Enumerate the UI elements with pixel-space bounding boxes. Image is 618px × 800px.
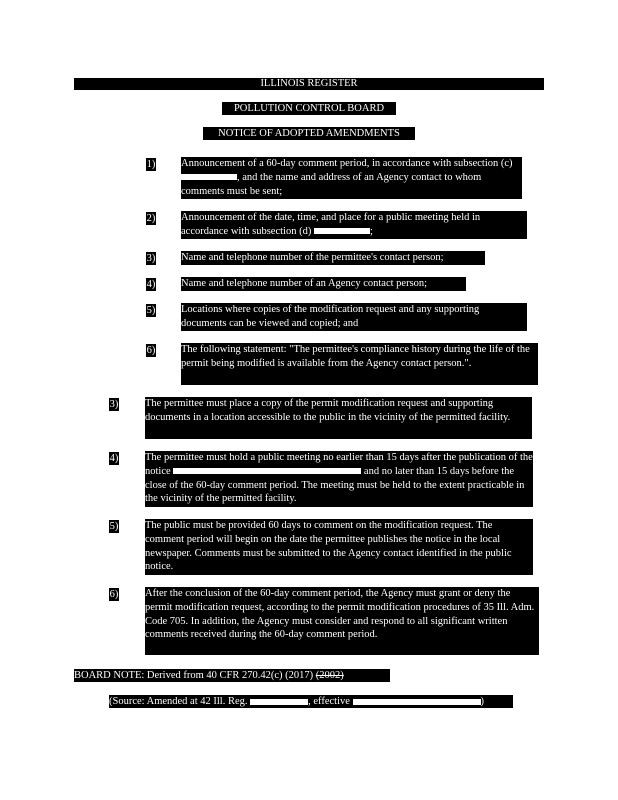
item-3-text: Name and telephone number of the permittee's contact person; xyxy=(181,251,485,265)
subsection-4-text: The permittee must hold a public meeting no earlier than 15 days after the publication of the notice and no later than 15 days before the close of the 60-day comment period. The meeting must be held to the extent practicable in the vicinity of the permitted facility. xyxy=(145,451,533,507)
source-text-c: ) xyxy=(480,696,485,707)
subsection-5-marker: 5) xyxy=(109,521,119,532)
notice-title: NOTICE OF ADOPTED AMENDMENTS xyxy=(203,127,415,140)
redaction-mark xyxy=(314,228,370,234)
redaction-mark xyxy=(353,699,481,705)
board-note-label: BOARD NOTE: xyxy=(74,670,145,681)
redaction-mark xyxy=(250,699,308,705)
item-2-marker: 2) xyxy=(146,213,156,224)
item-5-marker: 5) xyxy=(146,305,156,316)
subsection-6-marker: 6) xyxy=(109,589,119,600)
board-note-struck: (2002) xyxy=(315,670,344,681)
register-title: ILLINOIS REGISTER xyxy=(260,78,358,89)
source-text-a: (Source: Amended at 42 Ill. Reg. xyxy=(109,696,248,707)
item-4-text: Name and telephone number of an Agency contact person; xyxy=(181,277,466,291)
source-text-b: , effective xyxy=(308,696,350,707)
item-3-marker: 3) xyxy=(146,253,156,264)
item-2-text: Announcement of the date, time, and place for a public meeting held in accordance with subsection (d) ; xyxy=(181,211,527,239)
board-note-text: Derived from 40 CFR 270.42(c) (2017) xyxy=(144,670,314,681)
subsection-4-marker: 4) xyxy=(109,453,119,464)
board-title: POLLUTION CONTROL BOARD xyxy=(222,102,396,115)
redaction-mark xyxy=(173,468,361,474)
item-1-marker: 1) xyxy=(146,159,156,170)
register-header xyxy=(74,78,544,90)
item-1-text: Announcement of a 60-day comment period, in accordance with subsection (c) , and the name and address of an Agency contact to whom comments must be sent; xyxy=(181,157,522,199)
item-5-text: Locations where copies of the modification request and any supporting documents can be viewed and copied; and xyxy=(181,303,527,331)
subsection-5-text: The public must be provided 60 days to comment on the modification request. The comment period will begin on the date the permittee publishes the notice in the local newspaper. Comments must be submitted to the Agency contact identified in the public notice. xyxy=(145,519,533,575)
item-6-marker: 6) xyxy=(146,345,156,356)
subsection-3-text: The permittee must place a copy of the permit modification request and supporting documents in a location accessible to the public in the vicinity of the permitted facility. xyxy=(145,397,532,439)
subsection-3-marker: 3) xyxy=(109,399,119,410)
source-line xyxy=(109,695,513,708)
item-4-marker: 4) xyxy=(146,279,156,290)
board-note xyxy=(74,669,390,682)
subsection-6-text: After the conclusion of the 60-day comment period, the Agency must grant or deny the permit modification request, according to the permit modification procedures of 35 Ill. Adm. Code 705. In addition, the Agency must consider and respond to all significant written comments received during the 60-day comment period. xyxy=(145,587,539,655)
item-6-text: The following statement: "The permittee's compliance history during the life of the permit being modified is available from the Agency contact person.". xyxy=(181,343,538,385)
redaction-mark xyxy=(181,174,237,180)
